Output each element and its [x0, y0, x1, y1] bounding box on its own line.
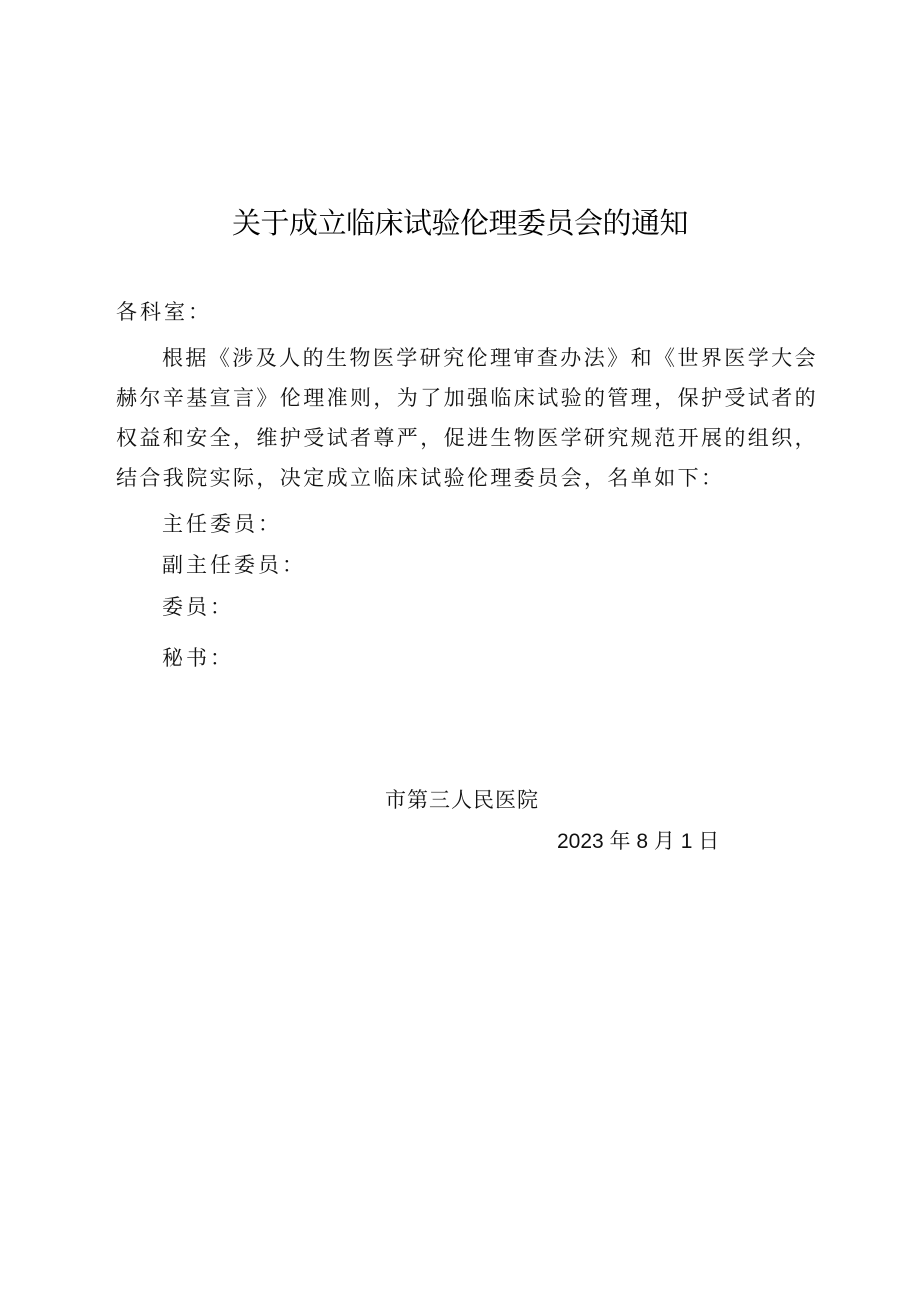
issue-date: 2023 年 8 月 1 日 — [557, 830, 720, 853]
issuer-signature: 市第三人民医院 — [385, 788, 539, 812]
salutation: 各科室： — [116, 300, 212, 324]
role-vice-chair-label: 副主任委员： — [162, 553, 306, 577]
body-paragraph: 根据《涉及人的生物医学研究伦理审查办法》和《世界医学大会赫尔辛基宣言》伦理准则，为了加强临床试验的管理，保护受试者的权益和安全，维护受试者尊严，促进生物医学研究规范开展的组织，结合我院实际，决定成立临床试验伦理委员会，名单如下： — [116, 346, 818, 490]
role-chair-label: 主任委员： — [162, 512, 282, 536]
notice-title: 关于成立临床试验伦理委员会的通知 — [231, 206, 688, 240]
role-members-label: 委员： — [162, 595, 234, 619]
role-secretary-label: 秘书： — [162, 646, 234, 670]
